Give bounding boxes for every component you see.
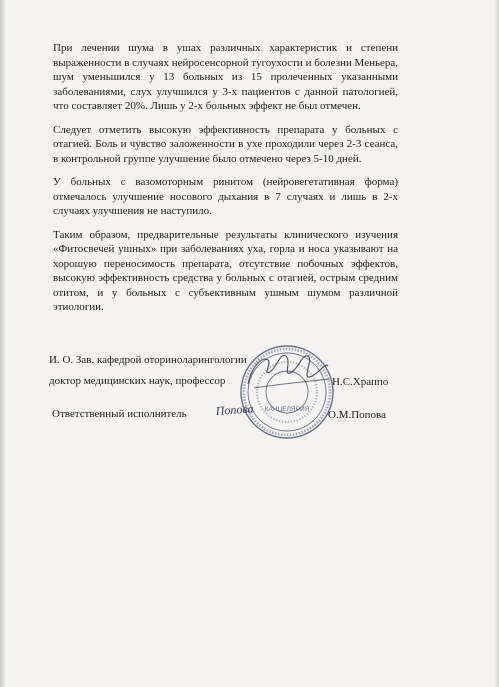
executor-handwritten-signature: Попова xyxy=(215,401,254,418)
executor-name: О.М.Попова xyxy=(328,409,386,421)
round-stamp xyxy=(241,346,333,438)
head-position-line: И. О. Зав. кафедрой оториноларингологии xyxy=(49,354,247,366)
stamp-center-text: КАНЦЕЛЯРИЯ xyxy=(264,406,310,413)
head-degree-line: доктор медицинских наук, профессор xyxy=(49,375,226,387)
paragraph-2: Следует отметить высокую эффективность препарата у больных с отагией. Боль и чувство заложенности в ухе проходили через 2-3 сеанса, в контрольной группе улучшение было отмечено через 5-10 дней. xyxy=(53,123,398,165)
head-signature-flourish xyxy=(254,379,330,388)
head-name: Н.С.Храппо xyxy=(332,376,389,388)
paragraph-1: При лечении шума в ушах различных характеристик и степени выраженности в случаях нейросенсорной тугоухости и болезни Меньера, шум уменьшился у 13 больных из 15 пролеченных указанными заболеваниями, слух улучшился у 3-х пациентов с данной патологией, что составляет 20%. Лишь у 2-х больных эффект не был отмечен. xyxy=(53,42,398,112)
paragraph-3: У больных с вазомоторным ринитом (нейровегетативная форма) отмечалось улучшение носового дыхания в 7 случаях и лишь в 2-х случаях улучшения не наступило. xyxy=(53,176,398,217)
executor-title: Ответственный исполнитель xyxy=(52,408,187,420)
paragraph-4: Таким образом, предварительные результаты клинического изучения «Фитосвечей ушных» при заболеваниях уха, горла и носа указывают на хорошую переносимость препарата, отсутствие побочных эффектов, высокую эффективность средства у больных с отагией, острым средним отитом, и у больных с субъективным ушным шумом различной этиологии. xyxy=(53,228,398,313)
